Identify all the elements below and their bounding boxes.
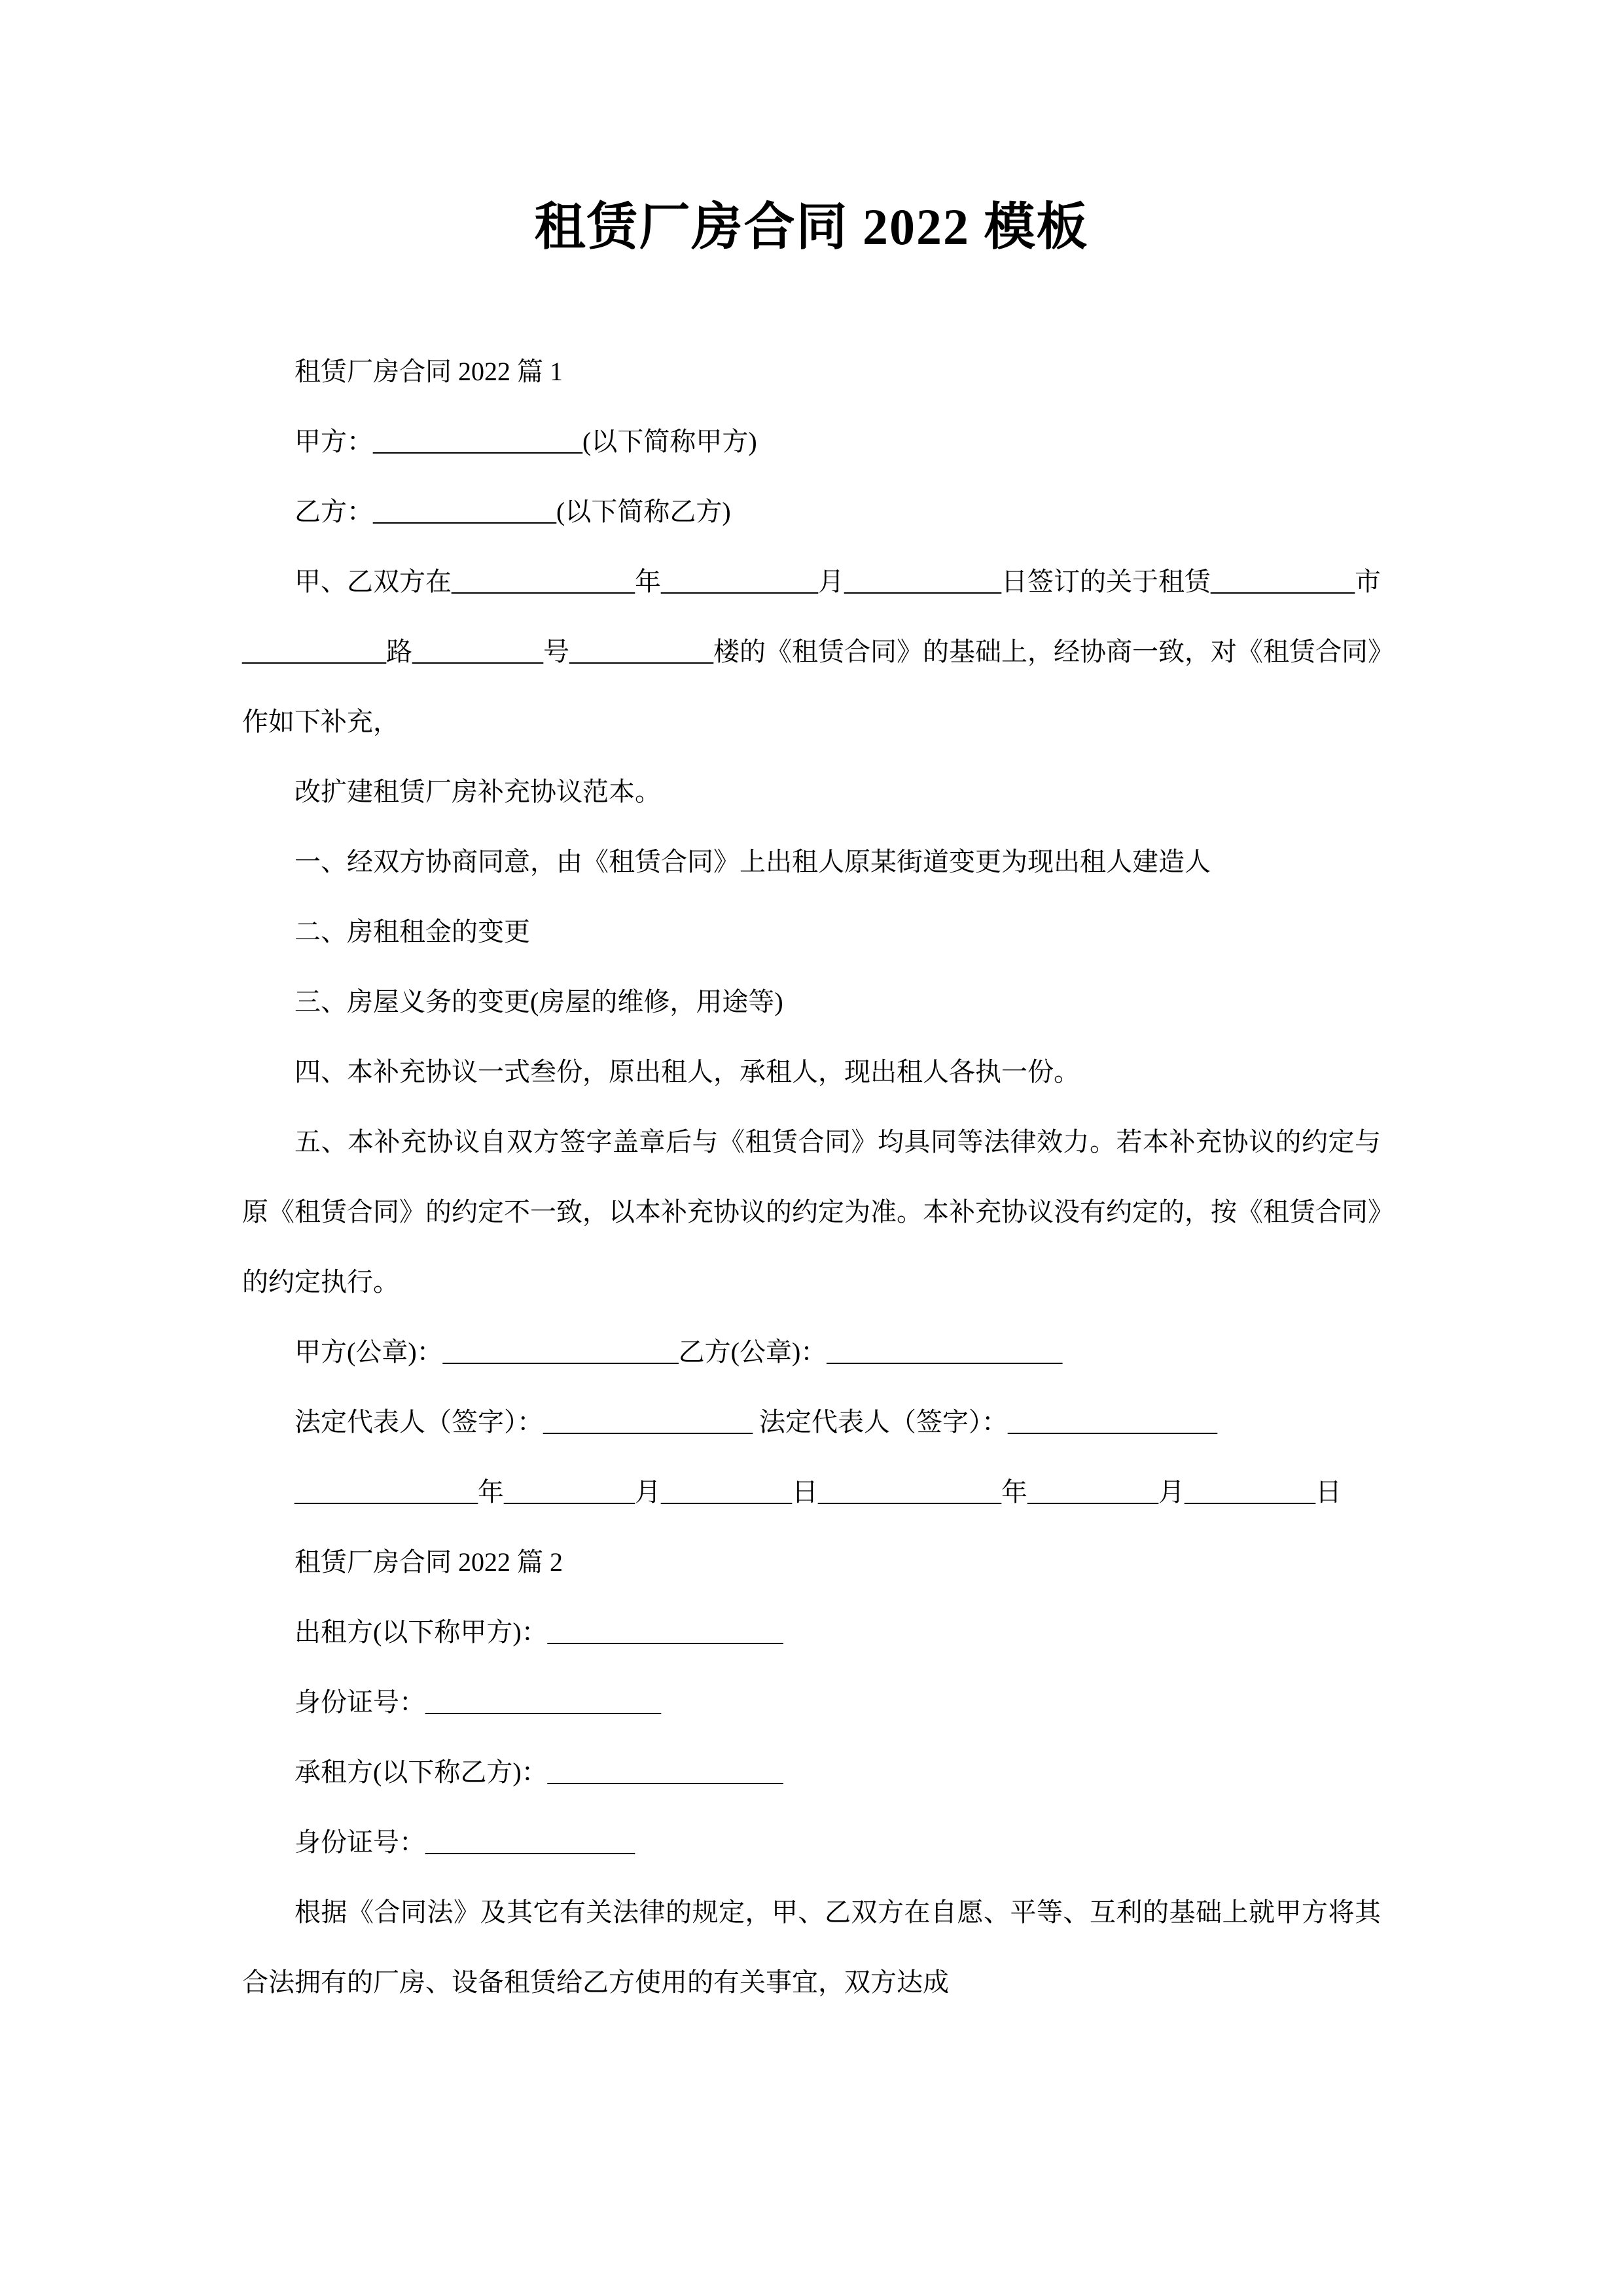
paragraph-party-a: 甲方：________________(以下简称甲方)	[294, 426, 757, 456]
paragraph-clause-2: 二、房租租金的变更	[294, 916, 530, 946]
document-title: 租赁厂房合同 2022 模板	[534, 198, 1089, 255]
paragraph-lessee-id: 身份证号：________________	[294, 1827, 635, 1857]
paragraph-section1-heading: 租赁厂房合同 2022 篇 1	[294, 356, 563, 386]
paragraph-section2-heading: 租赁厂房合同 2022 篇 2	[294, 1547, 563, 1577]
paragraph-seal-line: 甲方(公章)：__________________乙方(公章)：__________________	[294, 1336, 1063, 1367]
paragraph-representative-signature-line: 法定代表人（签字）：________________ 法定代表人（签字）：________________	[294, 1407, 1217, 1437]
paragraph-legal-basis: 根据《合同法》及其它有关法律的规定，甲、乙双方在自愿、平等、互利的基础上就甲方将其合法拥有的厂房、设备租赁给乙方使用的有关事宜，双方达成	[242, 1897, 1381, 1997]
document-body	[242, 336, 1381, 2017]
paragraph-lessee: 承租方(以下称乙方)：__________________	[294, 1757, 783, 1787]
paragraph-supplement-intro: 改扩建租赁厂房补充协议范本。	[294, 776, 661, 806]
paragraph-lessor: 出租方(以下称甲方)：__________________	[294, 1617, 783, 1647]
paragraph-contract-basis: 甲、乙双方在______________年____________月____________日签订的关于租赁___________市___________路__________号___________楼的《租赁合同》的基础上，经协商一致，对《租赁合同》作如下补充，	[242, 566, 1381, 736]
paragraph-date-line: ______________年__________月__________日______________年__________月__________日	[294, 1477, 1342, 1507]
paragraph-lessor-id: 身份证号：__________________	[294, 1687, 661, 1717]
paragraph-party-b: 乙方：______________(以下简称乙方)	[294, 496, 731, 526]
paragraph-clause-4: 四、本补充协议一式叁份，原出租人，承租人，现出租人各执一份。	[294, 1056, 1080, 1086]
paragraph-clause-1: 一、经双方协商同意，由《租赁合同》上出租人原某街道变更为现出租人建造人	[294, 846, 1211, 876]
paragraph-clause-3: 三、房屋义务的变更(房屋的维修，用途等)	[294, 986, 783, 1016]
paragraph-clause-5: 五、本补充协议自双方签字盖章后与《租赁合同》均具同等法律效力。若本补充协议的约定与原《租赁合同》的约定不一致，以本补充协议的约定为准。本补充协议没有约定的，按《租赁合同》的约定执行。	[242, 1126, 1381, 1297]
